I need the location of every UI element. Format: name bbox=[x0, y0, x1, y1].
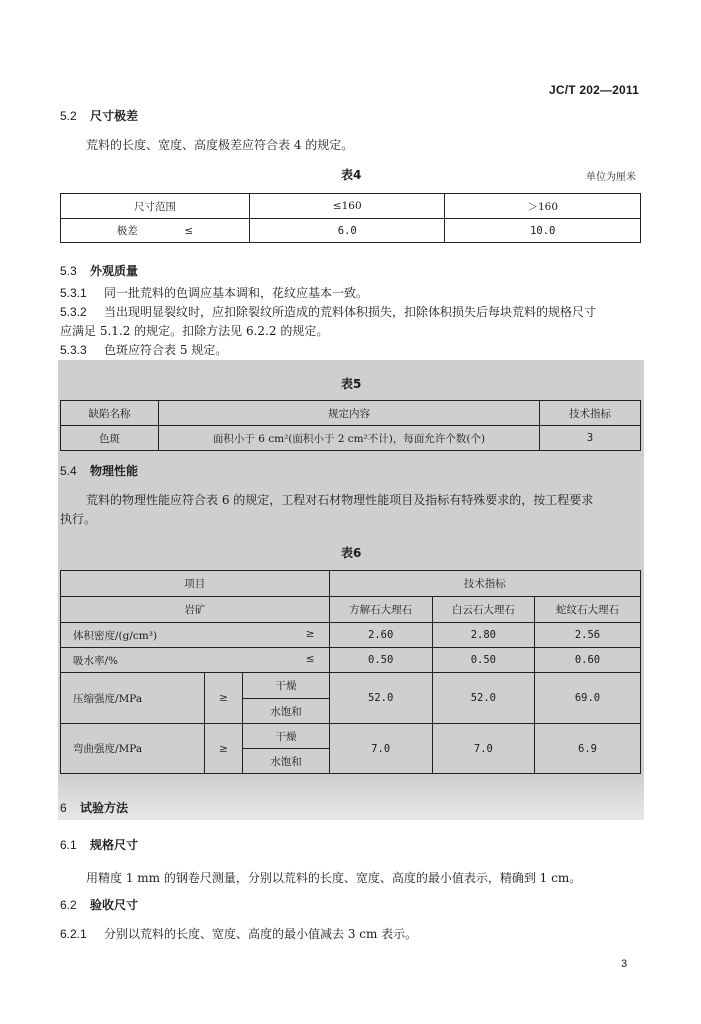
section-5-4-paragraph-continued: 执行。 bbox=[60, 512, 97, 526]
section-6-heading bbox=[60, 799, 128, 816]
row-label: 极差 bbox=[116, 225, 138, 237]
comparison-symbol: ≥ bbox=[204, 673, 243, 724]
section-number: 6 bbox=[60, 801, 67, 815]
row-label-cell bbox=[61, 219, 250, 243]
row-label: 吸水率/% bbox=[73, 654, 119, 667]
row-label-cell: 弯曲强度/MPa bbox=[61, 724, 205, 774]
table-value-cell: 6.0 bbox=[249, 219, 444, 243]
section-title: 尺寸极差 bbox=[90, 109, 139, 123]
standard-code: JC/T 202—2011 bbox=[549, 83, 639, 97]
sub-condition-cell: 水饱和 bbox=[243, 699, 329, 724]
section-number: 5.4 bbox=[60, 464, 77, 478]
clause-number: 5.3.1 bbox=[60, 286, 87, 300]
comparison-symbol: ≥ bbox=[204, 724, 243, 774]
table-value-cell: 0.50 bbox=[432, 648, 534, 673]
clause-6-2-1 bbox=[60, 925, 417, 944]
section-number: 6.2 bbox=[60, 898, 77, 912]
table-value-cell: 7.0 bbox=[329, 724, 432, 774]
table-4 bbox=[60, 193, 641, 243]
section-title: 验收尺寸 bbox=[90, 898, 139, 912]
clause-5-3-2 bbox=[60, 303, 596, 322]
clause-5-3-3 bbox=[60, 341, 227, 360]
comparison-symbol: ≥ bbox=[305, 627, 315, 640]
table-cell: 面积小于 6 cm²(面积小于 2 cm²不计)，每面允许个数(个) bbox=[159, 426, 540, 451]
clause-text: 当出现明显裂纹时，应扣除裂纹所造成的荒料体积损失，扣除体积损失后每块荒料的规格尺寸 bbox=[104, 305, 597, 319]
section-5-2-paragraph: 荒料的长度、宽度、高度极差应符合表 4 的规定。 bbox=[86, 138, 354, 152]
clause-number: 6.2.1 bbox=[60, 927, 87, 941]
scan-shading-fade bbox=[58, 775, 644, 820]
section-title: 规格尺寸 bbox=[90, 838, 139, 852]
section-5-3-heading bbox=[60, 262, 138, 279]
clause-text: 分别以荒料的长度、宽度、高度的最小值减去 3 cm 表示。 bbox=[104, 927, 418, 941]
table-value-cell: 0.60 bbox=[534, 648, 640, 673]
sub-condition-cell: 干燥 bbox=[243, 724, 329, 749]
section-5-4-heading bbox=[60, 462, 138, 479]
section-title: 试验方法 bbox=[80, 801, 129, 815]
clause-5-3-1 bbox=[60, 284, 368, 303]
table-header-cell: 岩矿 bbox=[61, 597, 330, 623]
table-header-cell: 规定内容 bbox=[159, 401, 540, 426]
table-value-cell: 0.50 bbox=[329, 648, 432, 673]
section-5-4-paragraph: 荒料的物理性能应符合表 6 的规定，工程对石材物理性能项目及指标有特殊要求的，按工程要求 bbox=[86, 493, 594, 507]
section-5-2-heading bbox=[60, 107, 138, 124]
sub-condition-cell: 干燥 bbox=[243, 673, 329, 699]
table-value-cell: 6.9 bbox=[534, 724, 640, 774]
row-label: 体积密度/(g/cm³) bbox=[73, 629, 158, 642]
clause-number: 5.3.3 bbox=[60, 343, 87, 357]
table-4-unit: 单位为厘米 bbox=[586, 172, 636, 183]
table-header-cell: 技术指标 bbox=[329, 571, 640, 597]
table-header-cell: 项目 bbox=[61, 571, 330, 597]
section-number: 5.2 bbox=[60, 109, 77, 123]
clause-text: 色斑应符合表 5 规定。 bbox=[104, 343, 228, 357]
table-cell: 3 bbox=[540, 426, 641, 451]
table-header-cell: 蛇纹石大理石 bbox=[534, 597, 640, 623]
clause-text: 同一批荒料的色调应基本调和，花纹应基本一致。 bbox=[104, 286, 369, 300]
table-value-cell: 7.0 bbox=[432, 724, 534, 774]
table-header-cell: 技术指标 bbox=[540, 401, 641, 426]
table-header-cell: ≤160 bbox=[249, 194, 444, 219]
table-header-cell: 尺寸范围 bbox=[61, 194, 250, 219]
table-6-caption: 表6 bbox=[341, 546, 362, 560]
table-value-cell: 2.60 bbox=[329, 623, 432, 648]
section-6-1-paragraph: 用精度 1 mm 的钢卷尺测量，分别以荒料的长度、宽度、高度的最小值表示，精确到 1 cm。 bbox=[86, 871, 582, 885]
row-label-cell bbox=[61, 623, 330, 648]
table-value-cell: 2.56 bbox=[534, 623, 640, 648]
table-value-cell: 52.0 bbox=[432, 673, 534, 724]
table-4-caption: 表4 bbox=[341, 168, 362, 182]
section-number: 5.3 bbox=[60, 264, 77, 278]
section-6-2-heading bbox=[60, 896, 138, 913]
table-value-cell: 69.0 bbox=[534, 673, 640, 724]
table-cell: 色斑 bbox=[61, 426, 159, 451]
sub-condition-cell: 水饱和 bbox=[243, 749, 329, 774]
section-number: 6.1 bbox=[60, 838, 77, 852]
section-title: 物理性能 bbox=[90, 464, 139, 478]
table-5 bbox=[60, 400, 641, 451]
table-header-cell: ＞160 bbox=[445, 194, 641, 219]
section-title: 外观质量 bbox=[90, 264, 139, 278]
row-label-cell bbox=[61, 648, 330, 673]
clause-5-3-2-continued: 应满足 5.1.2 的规定。扣除方法见 6.2.2 的规定。 bbox=[60, 324, 329, 338]
table-6 bbox=[60, 570, 641, 774]
table-5-caption: 表5 bbox=[341, 377, 362, 391]
table-value-cell: 52.0 bbox=[329, 673, 432, 724]
comparison-symbol: ≤ bbox=[305, 652, 315, 665]
section-6-1-heading bbox=[60, 836, 138, 853]
comparison-symbol: ≤ bbox=[184, 225, 194, 237]
table-header-cell: 白云石大理石 bbox=[432, 597, 534, 623]
page-number: 3 bbox=[621, 958, 628, 970]
table-header-cell: 方解石大理石 bbox=[329, 597, 432, 623]
table-value-cell: 2.80 bbox=[432, 623, 534, 648]
row-label-cell: 压缩强度/MPa bbox=[61, 673, 205, 724]
table-value-cell: 10.0 bbox=[445, 219, 641, 243]
table-header-cell: 缺陷名称 bbox=[61, 401, 159, 426]
clause-number: 5.3.2 bbox=[60, 305, 87, 319]
